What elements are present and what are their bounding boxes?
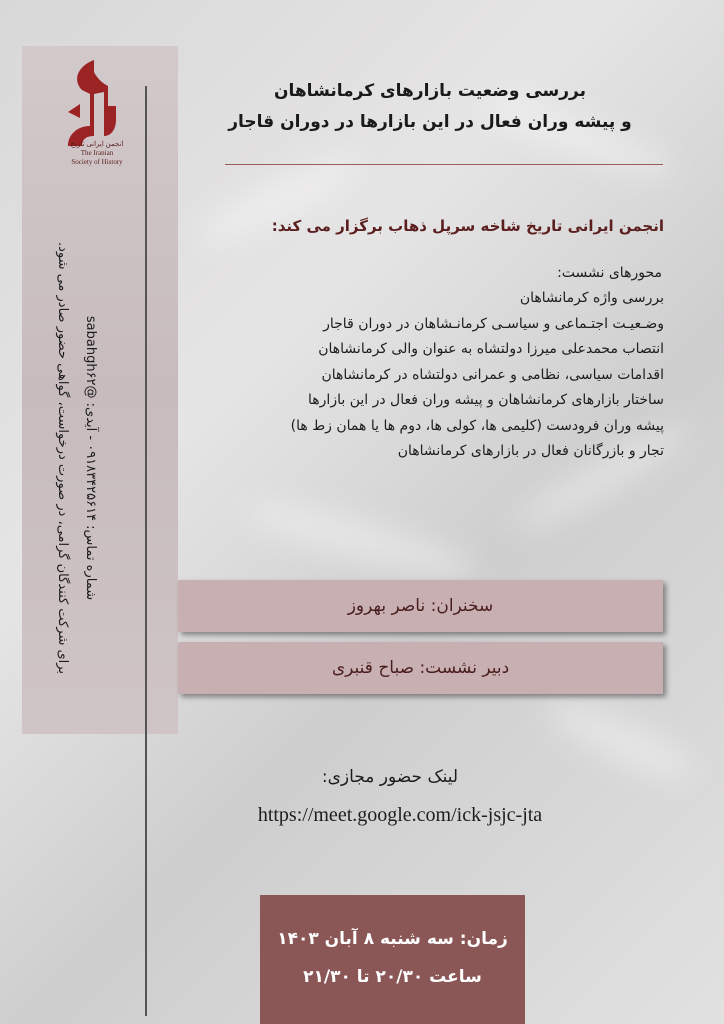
list-item: ساختار بازارهای کرمانشاهان و پیشه وران فعال در این بازارها [308,392,664,408]
list-item: انتصاب محمدعلی میرزا دولتشاه به عنوان والی کرمانشاهان [318,341,664,357]
list-item: وضـعیـت اجتـماعی و سیاسـی کرمانـشاهان در دوران قاجار [323,315,664,332]
list-item: اقدامات سیاسی، نظامی و عمرانی دولتشاه در کرمانشاهان [321,366,664,383]
secretary-box: دبیر نشست: صباح قنبری [178,642,663,694]
logo-persian-name: انجمن ایرانی تاریخ [70,140,124,148]
logo-caption [62,140,132,167]
background-shadow [239,490,481,591]
logo-english-line1: The Iranian [80,149,114,157]
logo-english-line2: Society of History [71,158,123,166]
organizer-heading: انجمن ایرانی تاریخ شاخه سرپل ذهاب برگزار می کند: [271,217,664,235]
topics-list [180,286,664,465]
title-line2: و پیشه وران فعال در این بازارها در دوران قاجار [228,112,632,132]
list-item: پیشه وران فرودست (کلیمی ها، کولی ها، دوم ها یا همان زط ها) [290,417,664,434]
topics-label: محورهای نشست: [557,265,662,281]
title-line1: بررسی وضعیت بازارهای کرمانشاهان [274,81,586,101]
certificate-note: برای شرکت کنندگان گرامی، در صورت درخواست، گواهی حضور صادر می شود. [55,241,70,675]
contact-info: شماره تماس: ۰۹۱۸۳۴۲۵۶۱۴ - آیدی: @sabahgh۶۲ [83,315,98,601]
time-box [260,895,525,1024]
hour-line: ساعت ۲۰/۳۰ تا ۲۱/۳۰ [303,967,482,987]
meeting-link[interactable]: https://meet.google.com/ick-jsjc-jta [257,804,543,826]
date-line: زمان: سه شنبه ۸ آبان ۱۴۰۳ [277,929,508,949]
speaker-box: سخنران: ناصر بهروز [178,580,663,632]
virtual-link-label: لینک حضور مجازی: [321,767,459,787]
background-shadow [190,144,370,256]
title-divider [225,164,663,165]
list-item: تجار و بازرگانان فعال در بازارهای کرمانشاهان [397,443,664,459]
vertical-divider [145,86,147,1016]
event-title [210,76,650,138]
list-item: بررسی واژه کرمانشاهان [519,290,664,306]
